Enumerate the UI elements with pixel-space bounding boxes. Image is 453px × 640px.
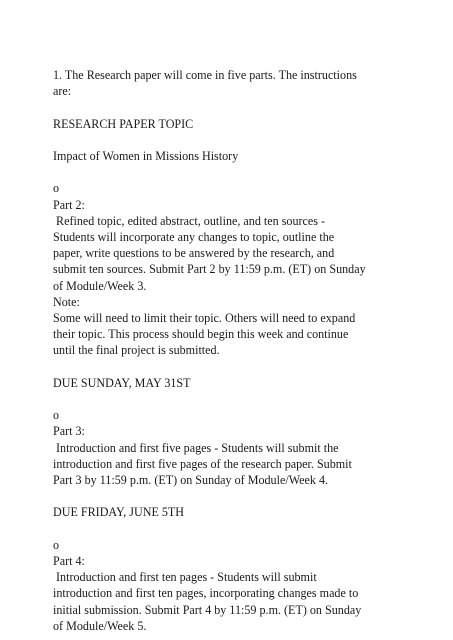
topic-title: Impact of Women in Missions History: [53, 148, 239, 163]
part4-body: Introduction and first ten pages - Students will submit introduction and first ten pages, incorporating changes made to initial submission. Submit Part 4 by 11:59 p.m. (ET) on Sunday of Module/Week 5.: [53, 570, 362, 633]
part2-note-label: Note:: [53, 294, 80, 309]
part2-label: Part 2:: [53, 197, 85, 212]
part2-body: Refined topic, edited abstract, outline, and ten sources - Students will incorporate any changes to topic, outline the paper, write questions to be answered by the research, and submit ten sources. Submit Part 2 by 11:59 p.m. (ET) on Sunday of Module/Week 3.: [53, 213, 366, 293]
document-body: [53, 67, 405, 634]
part4-label: Part 4:: [53, 553, 85, 568]
spacer: [53, 521, 405, 537]
part3-body: Introduction and first five pages - Students will submit the introduction and first five pages of the research paper. Submit Part 3 by 11:59 p.m. (ET) on Sunday of Module/Week 4.: [53, 440, 352, 487]
spacer: [53, 391, 405, 407]
part3-bullet: o: [53, 408, 60, 423]
spacer: [53, 488, 405, 504]
spacer: [53, 164, 405, 180]
spacer: [53, 132, 405, 148]
spacer: [53, 359, 405, 375]
part2-bullet: o: [53, 181, 60, 196]
topic-heading: RESEARCH PAPER TOPIC: [53, 116, 194, 131]
part2-due-date: DUE SUNDAY, MAY 31ST: [53, 375, 191, 390]
intro-paragraph: 1. The Research paper will come in five parts. The instructions are:: [53, 68, 357, 99]
part3-due-date: DUE FRIDAY, JUNE 5TH: [53, 505, 185, 520]
part3-label: Part 3:: [53, 424, 85, 439]
part2-note-body: Some will need to limit their topic. Others will need to expand their topic. This process should begin this week and continue until the final project is submitted.: [53, 311, 356, 358]
part4-bullet: o: [53, 537, 60, 552]
spacer: [53, 99, 405, 115]
